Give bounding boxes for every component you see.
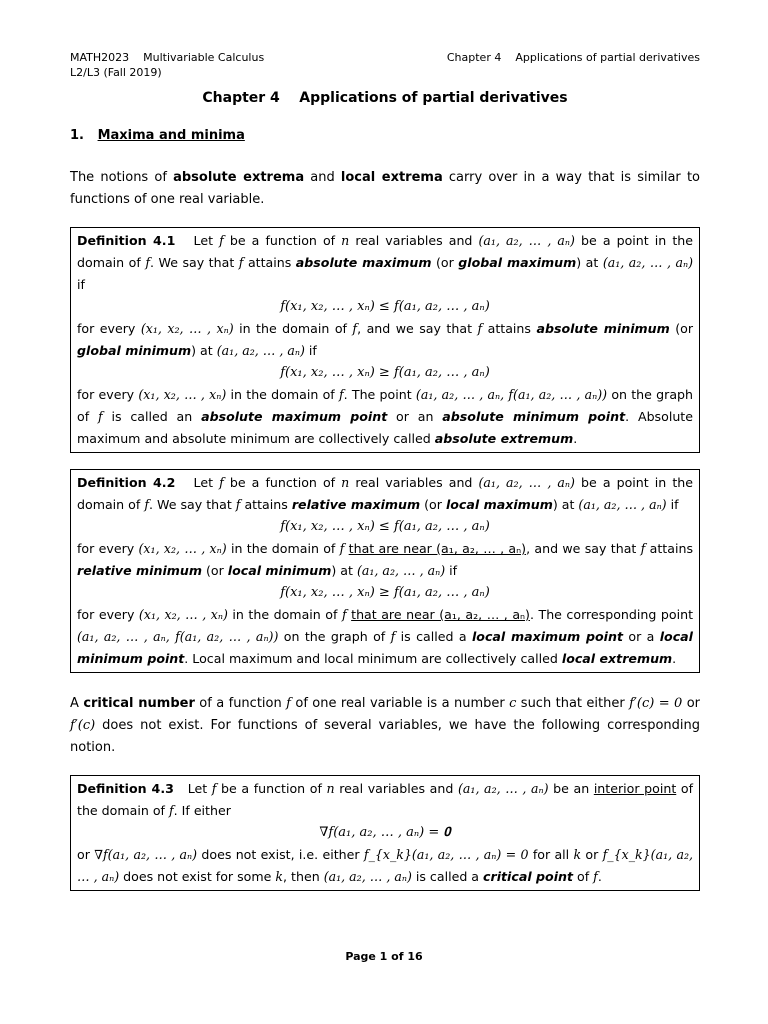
def43-label: Definition 4.3	[77, 781, 174, 796]
def43-equation: ∇f(a₁, a₂, … , aₙ) = 𝟎	[319, 825, 451, 840]
definition-4-3	[70, 775, 700, 891]
def42-equation-2: f(x₁, x₂, … , xₙ) ≥ f(a₁, a₂, … , aₙ)	[280, 585, 490, 600]
near-phrase-2: that are near (a₁, a₂, … , aₙ)	[351, 607, 530, 622]
def43-para-1: Definition 4.3 Let f be a function of n real variables and (a₁, a₂, … , aₙ) be an interior point of the domain of f. If either	[77, 781, 694, 818]
def41-para-3: for every (x₁, x₂, … , xₙ) in the domain of f. The point (a₁, a₂, … , aₙ, f(a₁, a₂, … , aₙ)) on the graph of f is called an absolute maximum point or an absolute minimum point. Absolute maximum and absolute minimum are collectively called absolute extremum.	[77, 387, 694, 446]
def42-label: Definition 4.2	[77, 475, 176, 490]
section-heading	[70, 128, 700, 143]
section-number: 1.	[70, 128, 84, 143]
near-phrase-1: that are near (a₁, a₂, … , aₙ)	[348, 541, 527, 556]
intro-bold-2: local extrema	[340, 170, 443, 185]
critical-number-paragraph: A critical number of a function f of one real variable is a number c such that either f′(c) = 0 or f′(c) does not exist. For functions of several variables, we have the following corresponding notion.	[70, 696, 701, 755]
header-left	[70, 50, 264, 80]
header-chapter: Chapter 4	[446, 51, 502, 64]
course-section: L2/L3 (Fall 2019)	[70, 66, 162, 79]
def41-para-1: Definition 4.1 Let f be a function of n real variables and (a₁, a₂, … , aₙ) be a point in the domain of f. We say that f attains absolute maximum (or global maximum) at (a₁, a₂, … , aₙ) if	[77, 233, 694, 292]
def41-equation-2: f(x₁, x₂, … , xₙ) ≥ f(a₁, a₂, … , aₙ)	[280, 365, 490, 380]
def42-para-2: for every (x₁, x₂, … , xₙ) in the domain of f that are near (a₁, a₂, … , aₙ), and we say that f attains relative minimum (or local minimum) at (a₁, a₂, … , aₙ) if	[77, 541, 694, 578]
page	[70, 50, 700, 891]
definition-4-2	[70, 469, 700, 673]
interior-point-term: interior point	[593, 781, 677, 796]
page-footer: Page 1 of 16	[345, 950, 423, 963]
definition-4-1	[70, 227, 700, 453]
def41-label: Definition 4.1	[77, 233, 176, 248]
page-header	[70, 50, 700, 82]
def41-para-2: for every (x₁, x₂, … , xₙ) in the domain of f, and we say that f attains absolute minimum (or global minimum) at (a₁, a₂, … , aₙ) if	[77, 321, 694, 358]
header-right	[447, 50, 700, 65]
intro-text-3: carry over in a way that is similar to functions of one real variable.	[70, 170, 700, 207]
def43-para-2: or ∇f(a₁, a₂, … , aₙ) does not exist, i.e. either f_{x_k}(a₁, a₂, … , aₙ) = 0 for all k or f_{x_k}(a₁, a₂, … , aₙ) does not exist for some k, then (a₁, a₂, … , aₙ) is called a critical point of f.	[77, 847, 693, 884]
intro-text-1: The notions of	[70, 170, 174, 185]
intro-paragraph	[70, 167, 700, 211]
page-title: Chapter 4 Applications of partial derivatives	[202, 90, 568, 106]
section-title: Maxima and minima	[97, 128, 245, 143]
def42-para-3: for every (x₁, x₂, … , xₙ) in the domain of f that are near (a₁, a₂, … , aₙ). The corresponding point (a₁, a₂, … , aₙ, f(a₁, a₂, … , aₙ)) on the graph of f is called a local maximum point or a local minimum point. Local maximum and local minimum are collectively called local extremum.	[77, 607, 694, 666]
intro-bold-1: absolute extrema	[173, 170, 305, 185]
def41-equation-1: f(x₁, x₂, … , xₙ) ≤ f(a₁, a₂, … , aₙ)	[280, 299, 490, 314]
course-code: MATH2023	[70, 51, 130, 64]
def42-para-1: Definition 4.2 Let f be a function of n real variables and (a₁, a₂, … , aₙ) be a point in the domain of f. We say that f attains relative maximum (or local maximum) at (a₁, a₂, … , aₙ) if	[77, 475, 694, 512]
course-name: Multivariable Calculus	[143, 51, 265, 64]
def42-equation-1: f(x₁, x₂, … , xₙ) ≤ f(a₁, a₂, … , aₙ)	[280, 519, 490, 534]
intro-text-2: and	[304, 170, 341, 185]
header-chapter-title: Applications of partial derivatives	[515, 51, 700, 64]
